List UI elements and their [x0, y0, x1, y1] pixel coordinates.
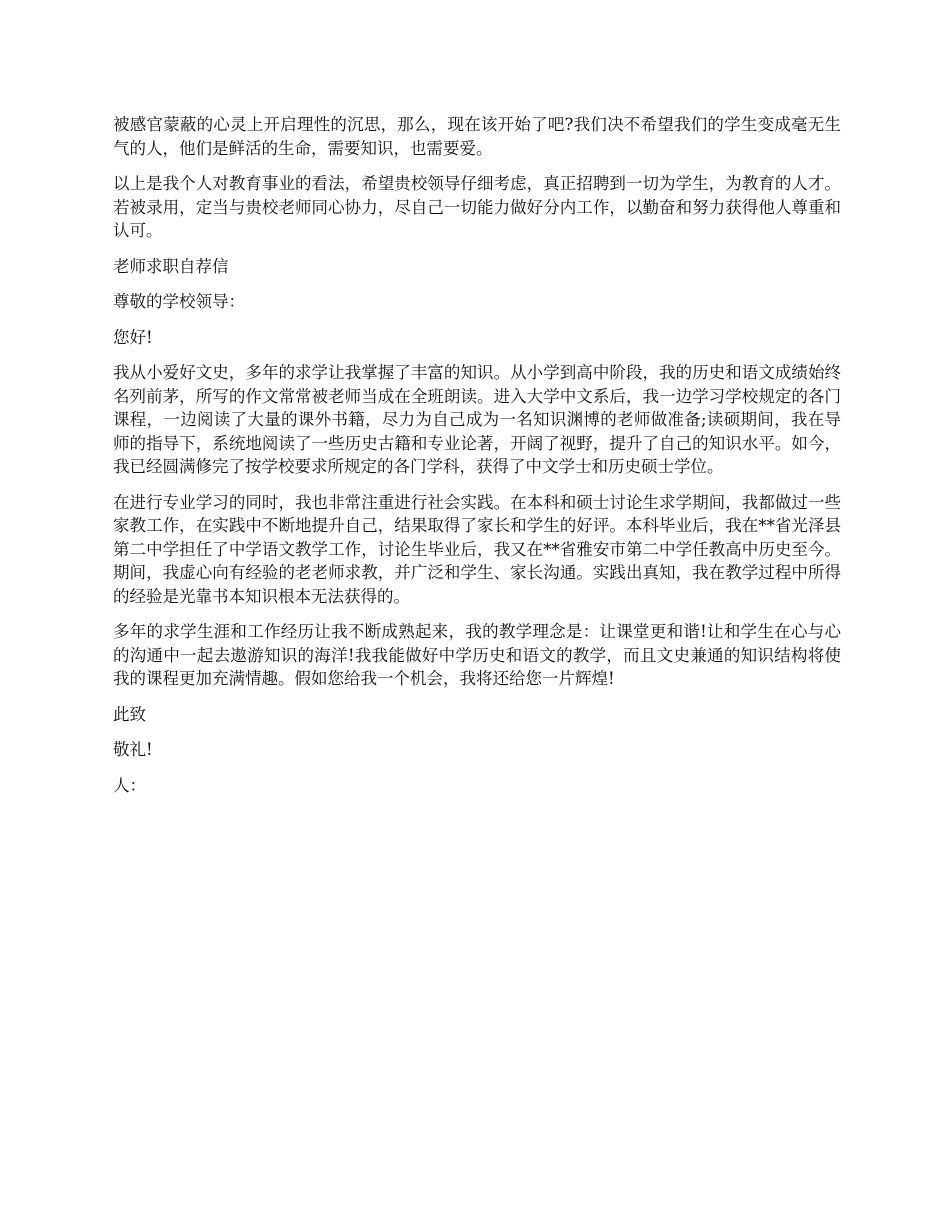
paragraph-closing-remarks: 以上是我个人对教育事业的看法，希望贵校领导仔细考虑，真正招聘到一切为学生，为教育的人才。若被录用，定当与贵校老师同心协力，尽自己一切能力做好分内工作，以勤奋和努力获得他人尊重和认可。 — [113, 174, 841, 240]
letter-salutation: 尊敬的学校领导： — [113, 292, 245, 311]
letter-signature: 人： — [113, 775, 146, 795]
paragraph-teaching-philosophy: 多年的求学生涯和工作经历让我不断成熟起来，我的教学理念是：让课堂更和谐!让和学生在心与心的沟通中一起去遨游知识的海洋!我我能做好中学历史和语文的教学，而且文史兼通的知识结构将使我的课程更加充满情趣。假如您给我一个机会，我将还给您一片辉煌! — [113, 622, 841, 688]
letter-regards: 敬礼! — [113, 740, 153, 759]
paragraph-conclusion-continued: 被感官蒙蔽的心灵上开启理性的沉思，那么，现在该开始了吧?我们决不希望我们的学生变成毫无生气的人，他们是鲜活的生命，需要知识，也需要爱。 — [113, 115, 841, 158]
paragraph-practice: 在进行专业学习的同时，我也非常注重进行社会实践。在本科和硕士讨论生求学期间，我都做过一些家教工作，在实践中不断地提升自己，结果取得了家长和学生的好评。本科毕业后，我在**省光泽县第二中学担任了中学语文教学工作，讨论生毕业后，我又在**省雅安市第二中学任教高中历史至今。期间，我虚心向有经验的老老师求教，并广泛和学生、家长沟通。实践出真知，我在教学过程中所得的经验是光靠书本知识根本无法获得的。 — [113, 492, 841, 606]
paragraph-education: 我从小爱好文史，多年的求学让我掌握了丰富的知识。从小学到高中阶段，我的历史和语文成绩始终名列前茅，所写的作文常常被老师当成在全班朗读。进入大学中文系后，我一边学习学校规定的各门课程，一边阅读了大量的课外书籍，尽力为自己成为一名知识渊博的老师做准备;读硕期间，我在导师的指导下，系统地阅读了一些历史古籍和专业论著，开阔了视野，提升了自己的知识水平。如今，我已经圆满修完了按学校要求所规定的各门学科，获得了中文学士和历史硕士学位。 — [113, 363, 841, 476]
letter-title: 老师求职自荐信 — [113, 256, 229, 276]
letter-greeting: 您好! — [113, 327, 153, 347]
letter-closing: 此致 — [113, 704, 146, 724]
document-page — [113, 113, 841, 809]
